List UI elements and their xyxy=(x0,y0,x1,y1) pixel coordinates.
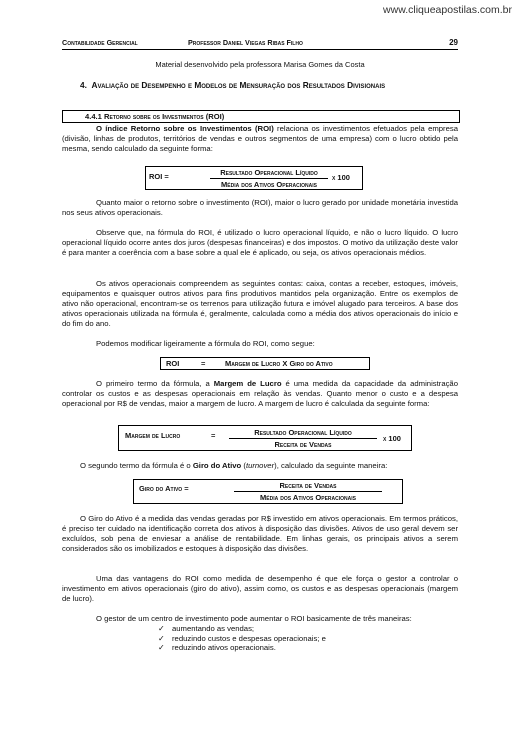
list-item: ✓ reduzindo custos e despesas operacionais; e xyxy=(158,633,326,643)
paragraph-8: O Giro do Ativo é a medida das vendas geradas por R$ investido em ativos operacionais. Em termos práticos, é preciso ter cuidado na identificação correta dos ativos à disposição das divisões. Ativos de uso geral devem ser excluídos, sob pena de enviesar a análise de rentabilidade. Em linhas gerais, os principais ativos a serem considerados são os imobilizados e estoques à disposição das divisões. xyxy=(62,514,458,554)
formula-giro xyxy=(133,479,403,504)
formula-margem xyxy=(118,425,412,451)
formula-roi-modified-equals: = xyxy=(201,359,206,368)
formula-margem-multiplier: x 100 xyxy=(383,434,401,443)
formula-roi-modified xyxy=(160,357,370,370)
paragraph-3: Observe que, na fórmula do ROI, é utilizado o lucro operacional líquido, e não o lucro líquido. O lucro operacional líquido ocorre antes dos juros (despesas financeiras) e dos impostos. O motivo da utilização deste valor é para manter a coerência com a base sobre a qual ele é aplicado, ou seja, os ativos operacionais médios. xyxy=(62,228,458,258)
header-rule xyxy=(62,49,458,50)
formula-roi-modified-rhs: Margem de Lucro X Giro do Ativo xyxy=(225,359,333,368)
formula-roi-label: ROI = xyxy=(149,172,169,181)
section-heading xyxy=(80,80,385,90)
paragraph-9: Uma das vantagens do ROI como medida de desempenho é que ele força o gestor a controlar o investimento em ativos operacionais (giro do ativo), assim como, os custos e as despesas operacionais (margem de lucro). xyxy=(62,574,458,604)
formula-roi-numerator: Resultado Operacional Líquido xyxy=(210,168,328,179)
paragraph-7: O segundo termo da fórmula é o Giro do Ativo (turnover), calculado da seguinte maneira: xyxy=(80,461,388,470)
ways-list xyxy=(158,624,326,653)
turnover-term: turnover xyxy=(245,461,275,470)
margem-term: Margem de Lucro xyxy=(213,379,282,388)
section-title: Avaliação de Desempenho e Modelos de Mensuração dos Resultados Divisionais xyxy=(91,80,386,90)
paragraph-10: O gestor de um centro de investimento pode aumentar o ROI basicamente de três maneiras: xyxy=(96,614,412,623)
formula-roi-modified-lhs: ROI xyxy=(166,359,180,368)
formula-giro-fraction xyxy=(234,481,382,502)
formula-roi-multiplier: x 100 xyxy=(332,173,350,182)
formula-giro-denominator: Média dos Ativos Operacionais xyxy=(260,493,356,502)
formula-margem-label: Margem de Lucro xyxy=(125,431,181,440)
list-item: ✓ aumentando as vendas; xyxy=(158,624,255,633)
checkmark-icon: ✓ xyxy=(158,624,165,633)
formula-giro-numerator: Receita de Vendas xyxy=(234,481,382,492)
site-url[interactable]: www.cliqueapostilas.com.br xyxy=(383,4,512,16)
formula-roi xyxy=(145,166,363,190)
formula-margem-numerator: Resultado Operacional Líquido xyxy=(229,428,377,439)
list-item: ✓ reduzindo ativos operacionais. xyxy=(158,643,276,653)
roi-term: O índice Retorno sobre os Investimentos (ROI) xyxy=(96,124,274,133)
formula-margem-fraction xyxy=(229,428,377,449)
header-professor: Professor Daniel Viegas Ribas Filho xyxy=(188,38,303,47)
credit-line: Material desenvolvido pela professora Marisa Gomes da Costa xyxy=(155,60,365,69)
header-course: Contabilidade Gerencial xyxy=(62,38,138,47)
subsection-title: 4.4.1 Retorno sobre os Investimentos (ROI) xyxy=(85,112,225,121)
formula-margem-equals: = xyxy=(211,431,216,440)
formula-margem-denominator: Receita de Vendas xyxy=(274,440,332,449)
paragraph-5: Podemos modificar ligeiramente a fórmula do ROI, como segue: xyxy=(96,339,315,348)
paragraph-2: Quanto maior o retorno sobre o investimento (ROI), maior o lucro gerado por unidade monetária investida nos seus ativos operacionais. xyxy=(62,198,458,218)
checkmark-icon: ✓ xyxy=(158,633,165,643)
paragraph-6: O primeiro termo da fórmula, a Margem de Lucro é uma medida da capacidade da administração controlar os custos e as despesas operacionais em relação às vendas. Quanto menor o custo e a despesa operacional por R$ de vendas, maior a margem de lucro. A margem de lucro é calculada da seguinte forma: xyxy=(62,379,458,409)
checkmark-icon: ✓ xyxy=(158,643,165,653)
formula-roi-fraction xyxy=(210,168,328,189)
subsection-box xyxy=(62,110,460,123)
formula-roi-denominator: Média dos Ativos Operacionais xyxy=(221,180,317,189)
paragraph-1: O índice Retorno sobre os Investimentos (ROI) relaciona os investimentos efetuados pela empresa (divisão, linhas de produtos, territórios de vendas e outros segmentos de uma empresa) com o lucro obtido pela mesma, sendo calculado da seguinte forma: xyxy=(62,124,459,154)
giro-term: Giro do Ativo xyxy=(192,461,242,470)
section-number: 4. xyxy=(80,80,87,90)
page-number: 29 xyxy=(449,38,458,47)
paragraph-4: Os ativos operacionais compreendem as seguintes contas: caixa, contas a receber, estoques, imóveis, equipamentos e quaisquer outros ativos para fins produtivos mantidos pela organização. Entre os exemplos de ativo não operacional, encontram-se os terrenos para utilização futura e imóvel alugado para terceiros. A base dos ativos operacionais utilizada na fórmula é, geralmente, calculada como a média dos ativos operacionais do início e do fim do ano. xyxy=(62,279,458,329)
formula-giro-label: Giro do Ativo = xyxy=(139,484,189,493)
